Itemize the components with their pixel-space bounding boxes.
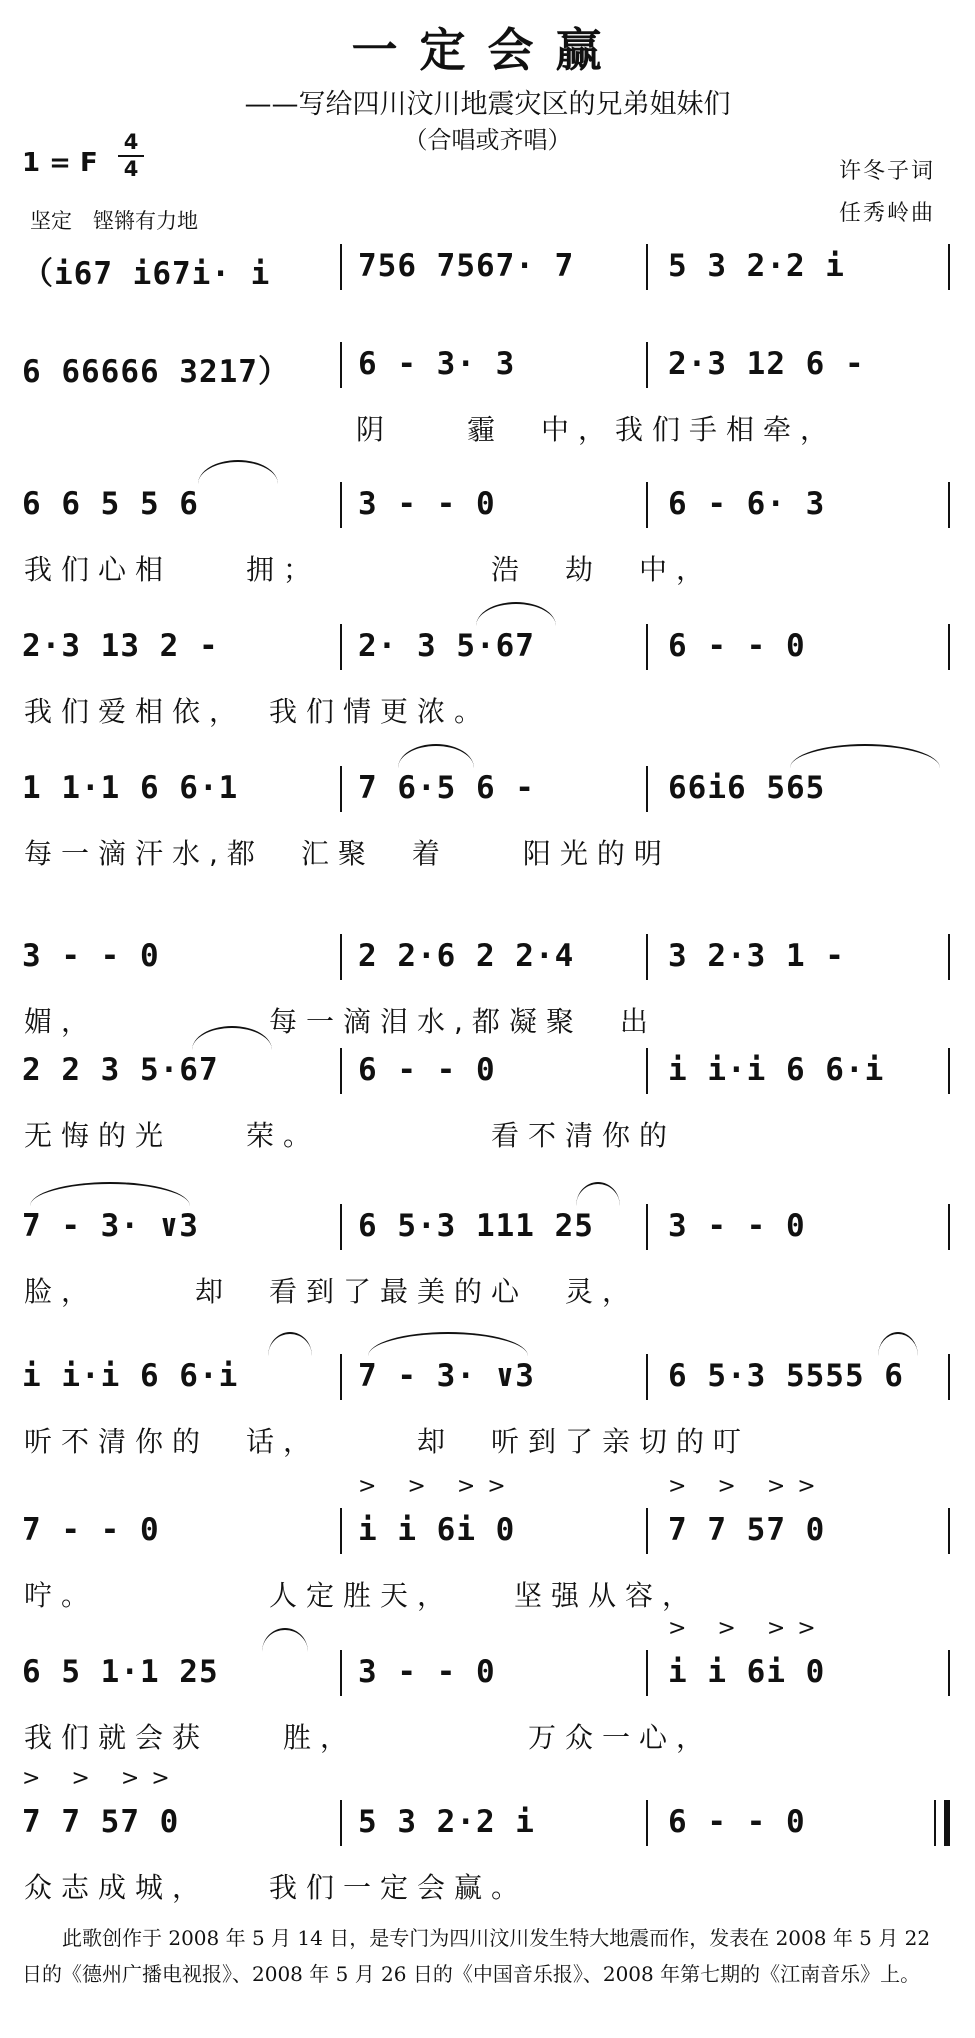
lyric-line: 咛。 人定胜天， 坚强从容，	[24, 1579, 700, 1612]
measure-notes: i i 6i 0	[358, 1512, 516, 1548]
barline	[646, 934, 648, 980]
barline	[948, 1048, 950, 1094]
slur	[268, 1332, 312, 1356]
lyric-line: 众志成城， 我们一定会赢。	[24, 1871, 529, 1904]
measure-notes: 2 2 3 5·67	[22, 1052, 219, 1088]
measure-notes: 66i6 565	[668, 770, 826, 806]
lyric-line: 媚， 每一滴泪水,都凝聚 出	[24, 1005, 657, 1038]
performance-note: （合唱或齐唱）	[403, 126, 572, 154]
measure-notes: 7 - 3· ∨3	[358, 1358, 535, 1394]
barline	[948, 624, 950, 670]
barline	[340, 1048, 342, 1094]
measure-notes: 2·3 13 2 -	[22, 628, 219, 664]
slur	[30, 1182, 190, 1206]
measure-notes: 6 - - 0	[668, 628, 806, 664]
barline	[646, 1508, 648, 1554]
slur	[262, 1628, 308, 1652]
barline	[948, 1354, 950, 1400]
song-title: 一定会赢	[351, 23, 624, 77]
lyric-line: 听不清你的 话， 却 听到了亲切的叮	[24, 1425, 751, 1458]
measure-notes: 6 - - 0	[668, 1804, 806, 1840]
measure-notes: 7 7 57 0	[22, 1804, 180, 1840]
key-signature: 1 = F	[22, 148, 98, 178]
lyric-line: 脸， 却 看到了最美的心 灵，	[24, 1275, 640, 1308]
barline	[340, 1508, 342, 1554]
barline	[340, 1354, 342, 1400]
measure-notes: i i·i 6 6·i	[668, 1052, 885, 1088]
barline	[646, 1204, 648, 1250]
barline	[948, 1650, 950, 1696]
time-signature-top: 4	[118, 130, 144, 157]
accent-marks: > > >>	[668, 1474, 828, 1499]
measure-notes: 3 - - 0	[668, 1208, 806, 1244]
measure-notes: 2·3 12 6 -	[668, 346, 865, 382]
time-signature-bottom: 4	[123, 157, 139, 181]
barline	[340, 624, 342, 670]
measure-notes: 7 - 3· ∨3	[22, 1208, 199, 1244]
time-signature	[118, 130, 144, 182]
measure-notes: i i 6i 0	[668, 1654, 826, 1690]
measure-notes: 3 - - 0	[358, 1654, 496, 1690]
slur	[576, 1182, 620, 1206]
barline	[340, 1800, 342, 1846]
barline	[340, 934, 342, 980]
measure-notes: 6 - - 0	[358, 1052, 496, 1088]
publication-note: 此歌创作于 2008 年 5 月 14 日，是专门为四川汶川发生特大地震而作，发表在 2008 年 5 月 22 日的《德州广播电视报》、2008 年 5 月 26 日的《中国音乐报》、2008 年第七期的《江南音乐》上。	[22, 1926, 931, 1986]
barline	[948, 934, 950, 980]
measure-notes: 3 2·3 1 -	[668, 938, 845, 974]
barline	[948, 1204, 950, 1250]
slur	[198, 460, 278, 484]
composer-credit: 任秀岭曲	[838, 201, 935, 226]
lyric-line: 我们心相 拥； 浩 劫 中，	[24, 553, 714, 586]
measure-notes: 6 5·3 111 25	[358, 1208, 594, 1244]
lyric-line: 我们爱相依， 我们情更浓。	[24, 695, 492, 728]
accent-marks: > > >>	[668, 1616, 828, 1641]
measure-notes: 6 - 3· 3	[358, 346, 516, 382]
lyric-line: 我们就会获 胜， 万众一心，	[24, 1721, 714, 1754]
measure-notes: 3 - - 0	[22, 938, 160, 974]
slur	[368, 1332, 528, 1356]
barline	[948, 482, 950, 528]
song-subtitle: ——写给四川汶川地震灾区的兄弟姐妹们	[244, 89, 731, 120]
barline	[646, 244, 648, 290]
barline	[646, 1354, 648, 1400]
barline	[340, 244, 342, 290]
barline	[646, 1800, 648, 1846]
barline	[646, 482, 648, 528]
slur	[790, 744, 940, 768]
measure-notes: 7 - - 0	[22, 1512, 160, 1548]
barline	[646, 1650, 648, 1696]
measure-notes: 6 5 1·1 25	[22, 1654, 219, 1690]
measure-notes: 3 - - 0	[358, 486, 496, 522]
measure-notes: 756 7567· 7	[358, 248, 575, 284]
measure-notes: 2· 3 5·67	[358, 628, 535, 664]
lyric-line: 每一滴汗水,都 汇聚 着 阳光的明	[24, 837, 671, 870]
barline	[646, 342, 648, 388]
barline	[646, 624, 648, 670]
measure-notes: 7 7 57 0	[668, 1512, 826, 1548]
lyric-line: 阴 霾 中，我们手相牵，	[356, 413, 838, 446]
lyricist-credit: 许冬子词	[838, 159, 935, 184]
measure-notes: 1 1·1 6 6·1	[22, 770, 239, 806]
barline	[646, 766, 648, 812]
measure-notes: 5 3 2·2 i	[358, 1804, 535, 1840]
final-barline	[944, 1800, 950, 1846]
lyric-line: 无悔的光 荣。 看不清你的	[24, 1119, 677, 1152]
measure-notes: 6 - 6· 3	[668, 486, 826, 522]
barline	[340, 766, 342, 812]
barline	[340, 1650, 342, 1696]
barline	[948, 244, 950, 290]
measure-notes: 6 6 5 5 6	[22, 486, 199, 522]
barline	[948, 1508, 950, 1554]
measure-notes: （i67 i67i· i	[22, 256, 271, 292]
measure-notes: i i·i 6 6·i	[22, 1358, 239, 1394]
measure-notes: 6 5·3 5555 6	[668, 1358, 904, 1394]
slur	[878, 1332, 918, 1356]
measure-notes: 7 6·5 6 -	[358, 770, 535, 806]
measure-notes: 2 2·6 2 2·4	[358, 938, 575, 974]
slur	[398, 744, 474, 768]
tempo-marking: 坚定 铿锵有力地	[30, 209, 198, 233]
barline	[340, 482, 342, 528]
accent-marks: > > >>	[358, 1474, 518, 1499]
measure-notes: 5 3 2·2 i	[668, 248, 845, 284]
slur	[476, 602, 556, 626]
barline	[340, 1204, 342, 1250]
measure-notes: 6 66666 3217）	[22, 354, 290, 390]
barline	[340, 342, 342, 388]
accent-marks: > > >>	[22, 1766, 182, 1791]
barline	[646, 1048, 648, 1094]
